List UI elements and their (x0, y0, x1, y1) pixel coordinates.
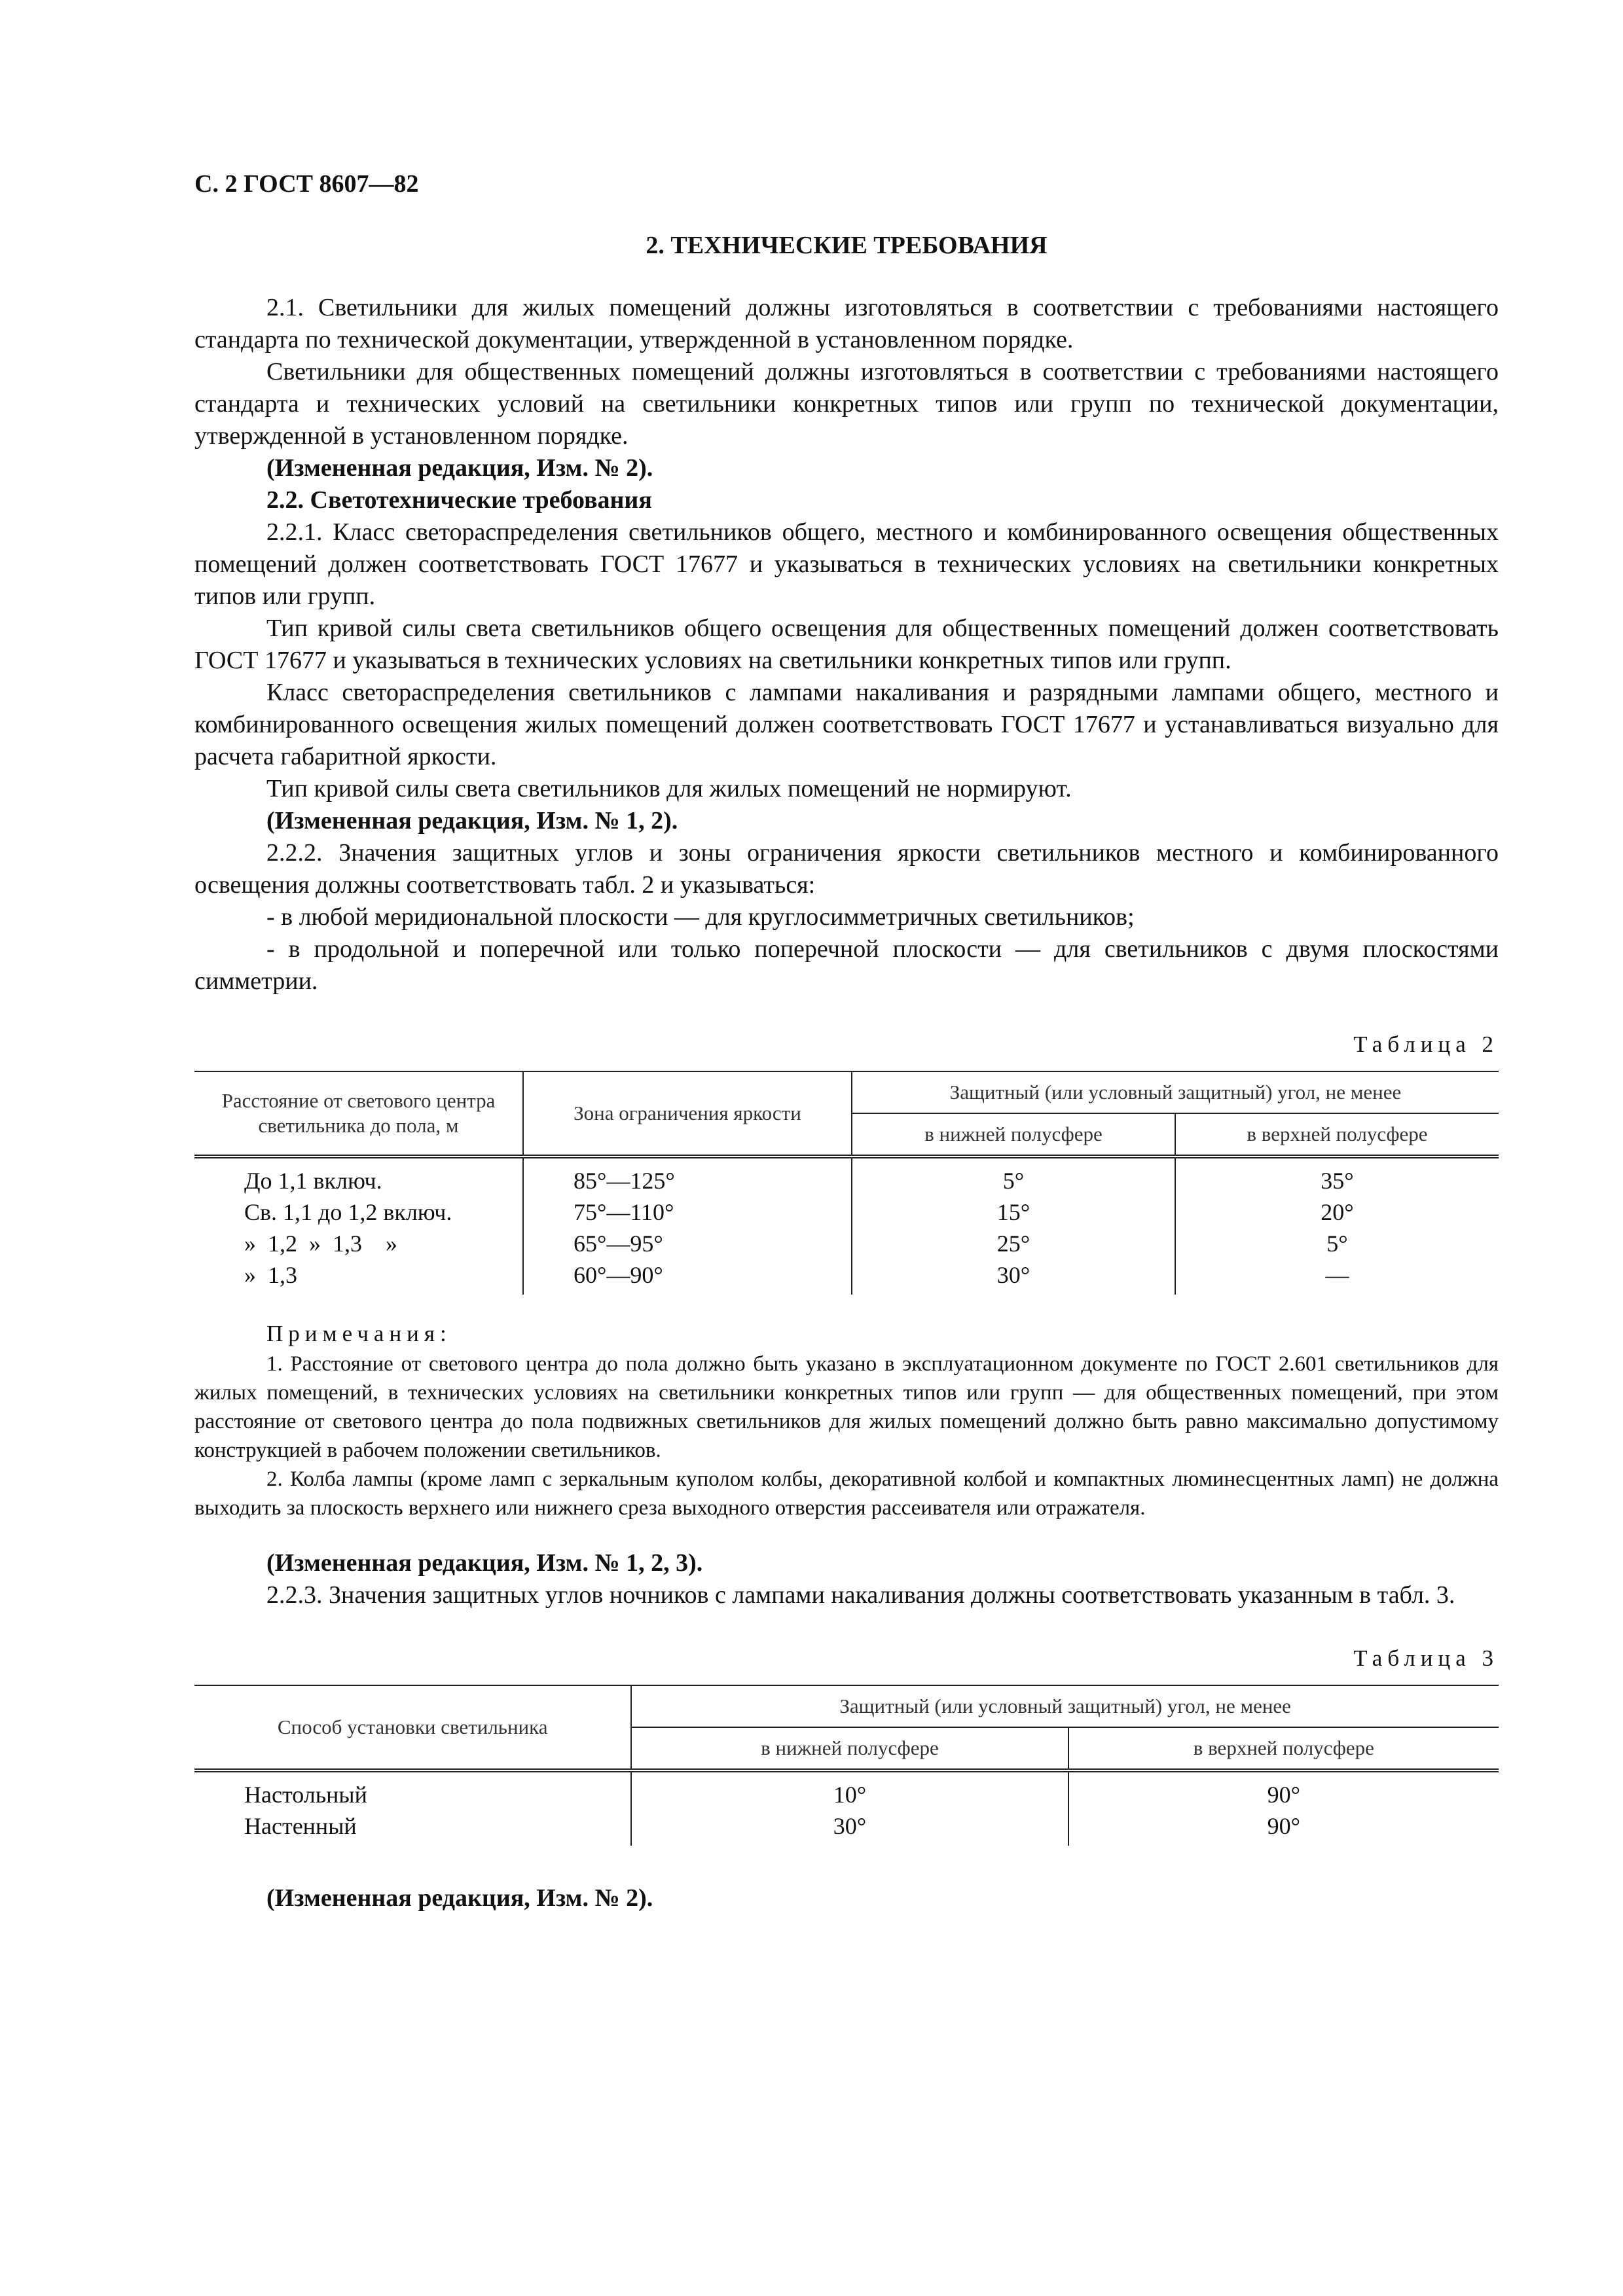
cell-zone: 65°—95° (523, 1228, 852, 1259)
table-2 (194, 1071, 1499, 1295)
amendment-note: (Измененная редакция, Изм. № 1, 2, 3). (266, 1549, 703, 1577)
cell-lower: 25° (852, 1228, 1175, 1259)
cell-upper: 5° (1175, 1228, 1499, 1259)
amendment-note: (Измененная редакция, Изм. № 1, 2). (266, 807, 678, 834)
running-head: С. 2 ГОСТ 8607—82 (194, 170, 419, 198)
table-row (194, 1157, 1499, 1196)
cell-distance: » 1,3 (244, 1262, 297, 1288)
column-header-lower: в нижней полусфере (631, 1727, 1068, 1770)
column-header-angle-group: Защитный (или условный защитный) угол, не менее (631, 1685, 1499, 1727)
subsection-heading-2-2: 2.2. Светотехнические требования (266, 486, 652, 514)
note-2: 2. Колба лампы (кроме ламп с зеркальным куполом колбы, декоративной колбой и компактных люминесцентных ламп) не должна выходить за плоскость верхнего или нижнего среза выходного отверстия рассеивателя или отражателя. (194, 1467, 1499, 1520)
cell-lower: 30° (852, 1259, 1175, 1295)
notes-heading: Примечания: (266, 1321, 452, 1346)
paragraph-distribution-class: Класс светораспределения светильников с лампами накаливания и разрядными лампами общего, местного и комбинированного освещения жилых помещений должен соответствовать ГОСТ 17677 и устанавливаться визуально для расчета габаритной яркости. (194, 679, 1499, 770)
list-item-longitudinal: - в продольной и поперечной или только поперечной плоскости — для светильников с двумя плоскостями симметрии. (194, 935, 1499, 995)
column-header-distance: Расстояние от светового центра светильника до пола, м (194, 1071, 523, 1157)
table-row (194, 1228, 1499, 1259)
cell-upper: — (1175, 1259, 1499, 1295)
cell-lower: 5° (852, 1157, 1175, 1196)
list-item-meridional: - в любой меридиональной плоскости — для круглосимметричных светильников; (266, 903, 1135, 931)
paragraph-2-2-1: 2.2.1. Класс светораспределения светильников общего, местного и комбинированного освещения общественных помещений должен соответствовать ГОСТ 17677 и указываться в технических условиях на светильники конкретных типов или групп. (194, 518, 1499, 610)
cell-distance: Св. 1,1 до 1,2 включ. (244, 1199, 452, 1225)
cell-lower: 15° (852, 1196, 1175, 1228)
table-row (194, 1810, 1499, 1846)
cell-zone: 85°—125° (523, 1157, 852, 1196)
table-row (194, 1259, 1499, 1295)
cell-distance: » 1,2 » 1,3 » (244, 1230, 397, 1257)
column-header-method: Способ установки светильника (194, 1685, 631, 1770)
cell-upper: 35° (1175, 1157, 1499, 1196)
amendment-note: (Измененная редакция, Изм. № 2). (266, 454, 653, 482)
column-header-upper: в верхней полусфере (1175, 1113, 1499, 1157)
paragraph-2-2-3: 2.2.3. Значения защитных углов ночников с лампами накаливания должны соответствовать указанным в табл. 3. (266, 1581, 1455, 1609)
paragraph-not-normed: Тип кривой силы света светильников для жилых помещений не нормируют. (266, 775, 1072, 802)
amendment-note: (Измененная редакция, Изм. № 2). (266, 1884, 653, 1912)
paragraph-public-rooms: Светильники для общественных помещений должны изготовляться в соответствии с требованиями настоящего стандарта и технических условий на светильники конкретных типов или групп по технической документации, утвержденной в установленном порядке. (194, 358, 1499, 450)
notes (194, 1350, 1499, 1522)
cell-lower: 30° (631, 1810, 1068, 1846)
cell-distance: До 1,1 включ. (244, 1168, 382, 1194)
paragraph-2-1: 2.1. Светильники для жилых помещений должны изготовляться в соответствии с требованиями настоящего стандарта по технической документации, утвержденной в установленном порядке. (194, 294, 1499, 353)
body-text-c (194, 1882, 1499, 1914)
cell-upper: 90° (1068, 1810, 1499, 1846)
column-header-lower: в нижней полусфере (852, 1113, 1175, 1157)
table-row (194, 1770, 1499, 1810)
body-text-b (194, 1547, 1499, 1611)
cell-upper: 90° (1068, 1770, 1499, 1810)
cell-method: Настенный (244, 1813, 357, 1839)
table-3 (194, 1685, 1499, 1846)
table-row (194, 1196, 1499, 1228)
cell-method: Настольный (244, 1782, 367, 1808)
section-title: 2. ТЕХНИЧЕСКИЕ ТРЕБОВАНИЯ (646, 232, 1048, 259)
cell-zone: 60°—90° (523, 1259, 852, 1295)
body-text-a (194, 292, 1499, 997)
paragraph-curve-type: Тип кривой силы света светильников общего освещения для общественных помещений должен соответствовать ГОСТ 17677 и указываться в технических условиях на светильники конкретных типов или групп. (194, 615, 1499, 674)
note-1: 1. Расстояние от светового центра до пола должно быть указано в эксплуатационном документе по ГОСТ 2.601 светильников для жилых помещений, в технических условиях на светильники конкретных типов или групп — для общественных помещений, при этом расстояние от светового центра до пола подвижных светильников для жилых помещений должно быть равно максимально допустимому конструкцией в рабочем положении светильников. (194, 1352, 1499, 1462)
cell-zone: 75°—110° (523, 1196, 852, 1228)
column-header-zone: Зона ограничения яркости (523, 1071, 852, 1157)
table-2-caption: Таблица 2 (1353, 1031, 1499, 1057)
paragraph-2-2-2: 2.2.2. Значения защитных углов и зоны ограничения яркости светильников местного и комбинированного освещения должны соответствовать табл. 2 и указываться: (194, 839, 1499, 899)
table-3-caption: Таблица 3 (1353, 1645, 1499, 1671)
cell-lower: 10° (631, 1770, 1068, 1810)
column-header-upper: в верхней полусфере (1068, 1727, 1499, 1770)
cell-upper: 20° (1175, 1196, 1499, 1228)
column-header-angle-group: Защитный (или условный защитный) угол, не менее (852, 1071, 1499, 1113)
